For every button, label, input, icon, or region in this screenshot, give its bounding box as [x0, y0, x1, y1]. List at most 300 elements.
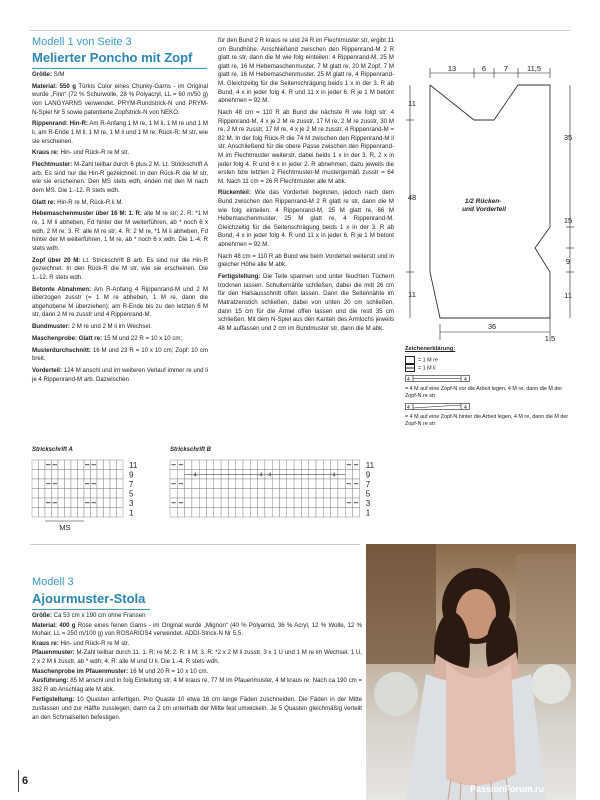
svg-text:4: 4 [464, 404, 467, 411]
paragraph [32, 257, 208, 283]
chart-b-cell [272, 498, 279, 508]
paragraph [32, 210, 208, 253]
chart-b-cell [199, 479, 206, 489]
chart-b-cell [287, 508, 294, 518]
chart-a-cell [104, 498, 111, 508]
paragraph [32, 696, 362, 723]
chart-b-cell [323, 489, 330, 499]
chart-b-cell [185, 489, 192, 499]
chart-b-cell [199, 508, 206, 518]
chart-b-cell [323, 479, 330, 489]
chart-a-cell [104, 489, 111, 499]
paragraph [32, 640, 362, 649]
chart-b-cell [170, 508, 177, 518]
chart-a-cell [104, 479, 111, 489]
paragraph [32, 622, 362, 640]
chart-b-cell [192, 489, 199, 499]
paragraph-heading: Maschenprobe im Pfauenmuster: [32, 667, 129, 675]
chart-b-cell [236, 489, 243, 499]
instructions-column-1 [32, 71, 208, 387]
chart-a-cell [104, 460, 111, 470]
chart-b-cell [170, 470, 177, 480]
chart-b-cell [272, 508, 279, 518]
model3-kicker: Modell 3 [32, 576, 74, 588]
paragraph-text: 16 M und 23 R = 10 x 10 cm; Zopf: 10 cm breit. [32, 346, 208, 363]
dim-bottom-2: 1,5 [544, 334, 556, 343]
chart-b-cell [199, 498, 206, 508]
chart-b-cell [228, 508, 235, 518]
chart-a-cell [104, 508, 111, 518]
chart-b-cell [301, 508, 308, 518]
paragraph [32, 149, 208, 158]
chart-b-cell [309, 479, 316, 489]
chart-a-cell [110, 498, 117, 508]
chart-a-cell [91, 470, 98, 480]
dim-left-3: 11 [408, 290, 416, 299]
paragraph-heading: Flechtmuster: [32, 161, 73, 169]
paragraph-heading: Zopf über 20 M: [32, 256, 81, 264]
paragraph-text: Ca 53 cm x 190 cm ohne Fransen [51, 612, 146, 619]
chart-a-cell [78, 508, 85, 518]
chart-a-cell [39, 489, 46, 499]
chart-b-cell [214, 498, 221, 508]
chart-b-cell [287, 498, 294, 508]
paragraph [32, 71, 208, 80]
paragraph-text: M-Zahl teilbar durch 6 plus 2 M. Lt. Strickschrift A arb. Es sind nur die Hin-R gezeichnet. In den Rück-R die M str, wie sie erscheinen. Den MS stets wdh, enden mit den M nach dem MS. Die 1.-12. R stets wdh. [32, 161, 208, 194]
paragraph-text: Nach 48 cm = 110 R ab Bund wie beim Vorderteil weiterstr und in gleicher Höhe alle M abk. [218, 252, 394, 269]
paragraph-text: Hin- und Rück-R re M str. [58, 639, 130, 647]
chart-b-cell [316, 479, 323, 489]
paragraph-heading: Pfauenmuster: [32, 649, 75, 657]
paragraph-heading: Fertigstellung: [218, 273, 261, 281]
paragraph-text: Hin- und Rück-R re M str. [58, 149, 130, 157]
paragraph-heading: Größe: [32, 612, 52, 619]
chart-a-cell [39, 460, 46, 470]
chart-b-cell [185, 508, 192, 518]
chart-b-cell [280, 479, 287, 489]
chart-a-cell [84, 489, 91, 499]
chart-a-cell [52, 489, 59, 499]
chart-a-cell [110, 460, 117, 470]
chart-b-cell [192, 508, 199, 518]
chart-b-cell [338, 489, 345, 499]
chart-a-cell [65, 498, 72, 508]
chart-a-cell [58, 460, 65, 470]
chart-a-cell [78, 470, 85, 480]
chart-b-cell [243, 498, 250, 508]
chart-a-cell [71, 498, 78, 508]
chart-b-cell [236, 460, 243, 470]
chart-a-cell [45, 489, 52, 499]
chart-b-cell [316, 498, 323, 508]
chart-a-cell [78, 460, 85, 470]
paragraph-heading: Maschenprobe: Glatt re: [32, 334, 103, 342]
paragraph-text: Wie das Vorderteil beginnen, jedoch nach dem Bund zwischen den Rippenrand-M 2 R glatt re str, dann die M wie folg einteilen: 4 Rippenrand-M, 25 M glatt re, 66 M Hebemaschenmuster, 25 M glatt re, 4 Rippenrand-M. Gleichzeitig für die Seitenschrägung beids 1 x in der 3. R ab Bund, 4 x in jeder folg 4. R und 11 x in jeder 6. R je 1 M betont abnehmen = 92 M. [218, 189, 394, 249]
legend [405, 346, 570, 428]
chart-a-cell [97, 498, 104, 508]
chart-a-cell [65, 489, 72, 499]
paragraph-text: 2 M re und 2 M li im Wechsel. [69, 323, 152, 331]
chart-b-cell [243, 508, 250, 518]
instructions-column-2 [218, 37, 394, 337]
legend-cable-front: = 4 M auf eine Zopf-N vor die Arbeit legen, 4 M re, dann die M der Zopf-N re str [405, 385, 563, 399]
paragraph [32, 347, 208, 364]
paragraph [32, 612, 362, 621]
chart-a-cell [84, 508, 91, 518]
chart-b-cell [345, 470, 352, 480]
chart-b-cell [294, 508, 301, 518]
chart-b-cell [294, 489, 301, 499]
chart-a-title: Strickschrift A [32, 447, 73, 453]
paragraph [32, 161, 208, 195]
chart-b-cell [207, 479, 214, 489]
chart-b-cell [338, 479, 345, 489]
paragraph [32, 335, 208, 344]
chart-b-cell [301, 498, 308, 508]
row-number: 3 [365, 499, 371, 508]
chart-b-cell [250, 479, 257, 489]
chart-b-cell [301, 489, 308, 499]
chart-a-cell [91, 489, 98, 499]
paragraph-text: Nach 48 cm = 110 R ab Bund die nächste R wie folgt str: 4 Rippenrand-M, 4 x je 2 M re zusstr, 17 M re, 2 M re zusstr, 30 M re, 2 M re zusstr, 17 M re, 4 x je 2 M re zusstr, 4 Rippenrand-M = 82 M. In der folg Rück-R die 74 M zwischen den Rippenrand-M li str. Anschließend für die obere Passe zwischen den Rippenrand-M im Flechtmuster weiterstr, dabei beids 1 x in der 3. R, 2 x in jeder folg 4. R und 6 x in jeder 2. R abnehmen, dazu jeweils die ersten bzw letzten 2 Flechtmuster-M mustergemäß zusstr = 64 M. Nach 11 cm = 26 R Flechtmuster alle M abk. [218, 108, 394, 185]
chart-b-cell [280, 460, 287, 470]
chart-b-cell [294, 498, 301, 508]
dim-right-1: 35 [563, 133, 573, 142]
row-number: 1 [129, 508, 134, 518]
chart-a-cell [58, 498, 65, 508]
dim-right-4: 11 [564, 291, 572, 300]
chart-b-cell [309, 489, 316, 499]
chart-b-cell [236, 508, 243, 518]
paragraph [32, 668, 362, 677]
chart-b-cell [331, 508, 338, 518]
chart-b-cell [316, 489, 323, 499]
row-number: 11 [365, 461, 375, 470]
paragraph-heading: Kraus re: [32, 639, 59, 647]
paragraph [218, 37, 394, 106]
chart-b-cell [207, 460, 214, 470]
dim-left-1: 11 [408, 99, 416, 108]
section-divider [30, 544, 360, 545]
chart-a-cell [39, 479, 46, 489]
chart-a-cell [58, 508, 65, 518]
chart-a-cell [110, 479, 117, 489]
dim-top-4: 11,5 [526, 64, 542, 73]
dim-bottom-1: 36 [487, 322, 497, 331]
paragraph-text: S/M [51, 71, 65, 78]
chart-b-cell [214, 489, 221, 499]
row-number: 11 [129, 461, 138, 470]
chart-b-cell [272, 489, 279, 499]
paragraph-text: Türkis Color eines Chunky-Garns - im Original wurde „Finn“ (72 % Schurwolle, 28 % Polyacryl, LL = 60 m/50 g) von LANGYARNS verwendet. PRYM-Rundstrick-N und PRYM-N-Spiel Nr 5 sowie patentierte Zopfstrick-N von NEKO. [32, 82, 208, 116]
chart-b-cell [236, 498, 243, 508]
paragraph-text: Hin-R re M, Rück-R li M. [55, 198, 124, 206]
row-number: 3 [129, 499, 134, 508]
chart-a-cell [45, 508, 52, 518]
chart-b-cell [316, 460, 323, 470]
row-number: 5 [129, 489, 134, 499]
paragraph-text: Rose eines feinen Garns - im Original wurde „Mignon“ (40 % Polyamid, 36 % Acryl, 12 % Wolle, 12 % Mohair, LL = 250 m/100 g) von ROSARIOS4 verwendet. ADDI-Strick-N Nr 5,5. [32, 621, 362, 638]
chart-b-cell [221, 489, 228, 499]
chart-b-title: Strickschrift B [170, 447, 212, 453]
schematic-diagram [400, 40, 580, 350]
chart-b-cell [207, 508, 214, 518]
chart-b-cell [309, 460, 316, 470]
paragraph-heading: Größe: [32, 71, 52, 78]
chart-a-cell [117, 489, 124, 499]
chart-b-cell [177, 489, 184, 499]
chart-a-cell [71, 460, 78, 470]
chart-b-cell [323, 460, 330, 470]
chart-b-cell [287, 460, 294, 470]
chart-b-cell [250, 489, 257, 499]
chart-b-cell [214, 479, 221, 489]
chart-b-cell [221, 508, 228, 518]
chart-b-cell [258, 479, 265, 489]
chart-a-grid [30, 458, 180, 538]
paragraph-text: 124 M anschl und im weiteren Verlauf immer re und li je 4 Rippenrand-M arb. Dazwischen [32, 367, 208, 383]
chart-b-cell [250, 498, 257, 508]
chart-b-cell [294, 460, 301, 470]
paragraph-heading: Kraus re: [32, 149, 59, 157]
chart-b-cell [338, 498, 345, 508]
paragraph-heading: Rückenteil: [218, 189, 251, 197]
chart-a-cell [65, 479, 72, 489]
paragraph [32, 120, 208, 146]
chart-a-cell [52, 508, 59, 518]
ms-label: MS [59, 523, 71, 532]
chart-a-cell [110, 489, 117, 499]
cable-count: 4 [259, 472, 263, 479]
paragraph-heading: Glatt re: [32, 198, 56, 206]
chart-b-cell [287, 479, 294, 489]
paragraph-text: für den Bund 2 R kraus re und 24 R im Flechtmuster str, ergibt 11 cm Bundhöhe. Anschließend zwischen den Rippenrand-M 2 R glatt re str, dann die M wie folg einteilen: 4 Rippenrand-M, 25 M glatt re, 16 M Hebemaschenmuster, 7 M glatt re, 20 M Zopf, 7 M glatt re, 16 M Hebemaschenmuster, 25 M glatt re, 4 Rippenrand-M. Gleichzeitig für die Seitenschrägung beids 1 x in der 3. R ab Bund, 4 x in jeder folg 4. R und 11 x in jeder 6. R je 1 M betont abnehmen = 92 M. [218, 37, 395, 105]
paragraph-text: 10 Quasten anfertigen. Pro Quaste 10 etwa 16 cm lange Fäden zuschneiden. Die Fäden in der Mitte zusfassen und zur Hälfte zusslegen, dann ca 2 cm unterhalb der Mitte fest umwickeln. Je 5 Quasten gleichmäßig verteilt an den Schmalseiten befestigen. [32, 695, 362, 721]
chart-a-cell [97, 508, 104, 518]
chart-b-cell [214, 508, 221, 518]
chart-a-cell [45, 470, 52, 480]
legend-item-knit: = 1 M re [405, 356, 570, 364]
chart-a-cell [65, 470, 72, 480]
chart-a-cell [39, 470, 46, 480]
chart-b-cell [338, 508, 345, 518]
legend-cable-back: = 4 M auf eine Zopf-N hinter die Arbeit legen, 4 M re, dann die M der Zopf-N re str [405, 413, 569, 427]
chart-b-cell [258, 508, 265, 518]
chart-b-cell [301, 460, 308, 470]
chart-a-cell [71, 470, 78, 480]
chart-a-cell [117, 479, 124, 489]
cable-count: 4 [332, 472, 336, 479]
chart-b-cell [316, 508, 323, 518]
dim-left-2: 48 [407, 193, 417, 202]
dim-top-3: 7 [503, 64, 509, 73]
chart-b-cell [345, 508, 352, 518]
paragraph-heading: Material: 400 g [32, 621, 76, 629]
paragraph-heading: Musterdurchschnitt: [32, 346, 91, 354]
chart-b-cell [192, 479, 199, 489]
chart-b-cell [287, 489, 294, 499]
paragraph [32, 83, 208, 117]
chart-b-grid [168, 458, 393, 528]
top-rule [30, 30, 570, 31]
dim-right-3: 9 [565, 257, 571, 266]
row-number: 9 [129, 470, 134, 480]
chart-b-cell [185, 460, 192, 470]
chart-b-cell [280, 489, 287, 499]
paragraph [32, 677, 362, 695]
paragraph-text: Die Teile spannen und unter feuchten Tüchern trocknen lassen. Schulternähte schließen, dabei die mitt 26 cm für den Halsausschnitt offen lassen. Dann die Seitennähte im Matratzenstich schließen, dabei von unten 20 cm schließen, dann 15 cm für die Ärmel offen lassen und die restl 35 cm schließen. Mit dem N-Spiel aus den Kanten des Armlochs jeweils 48 M auffassen und 2 cm im Bundmuster str, dann die M abk. [218, 273, 394, 332]
paragraph-text: 85 M anschl und in folg Einteilung str: 4 M kraus re, 77 M im Pfauenmuster, 4 M kraus re. Nach ca 190 cm = 382 R ab Anschlag alle M abk. [32, 677, 362, 694]
chart-a-cell [39, 508, 46, 518]
chart-b-cell [353, 470, 360, 480]
paragraph [32, 323, 208, 332]
chart-b-cell [228, 489, 235, 499]
chart-b-cell [185, 479, 192, 489]
chart-a-cell [58, 470, 65, 480]
chart-a-cell [32, 470, 39, 480]
chart-b-cell [228, 460, 235, 470]
model3-title: Ajourmuster-Stola [32, 591, 146, 606]
paragraph [218, 273, 394, 333]
chart-b-cell [243, 479, 250, 489]
svg-text:4: 4 [464, 376, 467, 383]
paragraph [218, 109, 394, 186]
chart-a-cell [110, 470, 117, 480]
row-number: 7 [129, 480, 134, 489]
model-photo [366, 544, 576, 800]
row-number: 9 [365, 470, 371, 480]
title-underline [32, 68, 207, 69]
chart-b-cell [338, 460, 345, 470]
chart-a-cell [32, 479, 39, 489]
chart-a-cell [97, 489, 104, 499]
paragraph [32, 286, 208, 320]
paragraph-text: alle M re str; 2. R: *1 M re, 1 M li abheben, Fd hinter der M weiterführen, ab * noch 6 x wdh, 2 M re; 3. R: alle M re str; 4. R: 2 M re, *1 M li abheben, Fd hinter der M weiterführen, 1 M re, ab * noch 6 x wdh. Die 1.-4. R stets wdh. [32, 210, 208, 252]
chart-b-cell [185, 498, 192, 508]
paragraph [32, 199, 208, 208]
chart-b-cell [250, 460, 257, 470]
page-title: Melierter Poncho mit Zopf [32, 50, 193, 65]
paragraph-text: 15 M und 22 R = 10 x 10 cm; [102, 334, 183, 342]
model-kicker: Modell 1 von Seite 3 [32, 36, 132, 48]
model3-instructions [32, 612, 362, 723]
chart-a-cell [117, 508, 124, 518]
paragraph-heading: Fertigstellung: [32, 695, 75, 703]
chart-a-cell [65, 508, 72, 518]
chart-b-cell [309, 498, 316, 508]
chart-b-cell [250, 508, 257, 518]
chart-b-cell [228, 479, 235, 489]
chart-b-cell [265, 460, 272, 470]
chart-b-cell [199, 460, 206, 470]
paragraph-text: Am R-Anfang 1 M re, 1 M li, 1 M re und 1 M li, am R-Ende 1 M li, 1 M re, 1 M li und 1 M re; Rück-R: M str, wie sie erscheinen. [32, 120, 208, 145]
paragraph-heading: Hebemaschenmuster über 16 M: 1. R: [32, 210, 142, 218]
paragraph [32, 367, 208, 384]
chart-b-cell [228, 498, 235, 508]
chart-b-cell [323, 508, 330, 518]
paragraph-text: Am R-Anfang 4 Rippenrand-M und 2 M überzogen zusstr (= 1 M re abheben, 1 M re, dann die abgehobene M überziehen); am R-Ende bis zu den letzten 6 M str, dann 2 M re zusstr und 4 Rippenrand-M. [32, 285, 208, 319]
chart-a-cell [52, 470, 59, 480]
chart-b-cell [309, 508, 316, 518]
chart-b-cell [221, 498, 228, 508]
chart-b-cell [331, 479, 338, 489]
chart-b-cell [207, 489, 214, 499]
chart-a-cell [32, 498, 39, 508]
legend-title: Zeichenerklärung: [405, 346, 456, 352]
row-number: 7 [365, 480, 371, 489]
dim-top-2: 6 [481, 64, 487, 73]
dim-right-2: 15 [563, 216, 573, 225]
chart-b-cell [323, 498, 330, 508]
purl-swatch [405, 364, 415, 372]
paragraph-text: M-Zahl teilbar durch 11. 1. R: re M; 2. R: li M; 3. R: *2 x 2 M li zusstr, 3 x 1 U und 1 M re im Wechsel, 1 U, 2 x 2 M li zusstr, ab * wdh; 4. R: alle M und U li. Die 1.-4. R stets wdh. [32, 649, 362, 666]
chart-b-cell [331, 498, 338, 508]
svg-text:4: 4 [407, 376, 410, 383]
paragraph-heading: Rippenrand: Hin-R: [32, 120, 88, 128]
page-number: 6 [22, 775, 29, 787]
chart-a-cell [117, 460, 124, 470]
row-number: 5 [365, 489, 371, 499]
chart-a-cell [110, 508, 117, 518]
piece-label: 1/2 Rücken- und Vorderteil [462, 198, 506, 213]
chart-b-cell [170, 489, 177, 499]
chart-b-cell [258, 460, 265, 470]
chart-a-cell [117, 498, 124, 508]
chart-a-cell [97, 470, 104, 480]
paragraph-heading: Ausführung: [32, 677, 69, 685]
cable-front-symbol [405, 375, 500, 383]
chart-b-cell [236, 479, 243, 489]
chart-b-cell [353, 489, 360, 499]
chart-b-cell [301, 479, 308, 489]
chart-b-cell [294, 479, 301, 489]
chart-b-cell [331, 489, 338, 499]
chart-b-cell [272, 479, 279, 489]
dim-top-1: 13 [447, 64, 457, 73]
paragraph-heading: Material: 550 g [32, 82, 76, 90]
chart-b-cell [258, 489, 265, 499]
legend-item-purl: = 1 M li [405, 364, 570, 372]
chart-b-cell [243, 460, 250, 470]
chart-a-cell [97, 479, 104, 489]
paragraph [32, 649, 362, 667]
chart-b-cell [280, 508, 287, 518]
chart-b-cell [265, 489, 272, 499]
chart-a-cell [65, 460, 72, 470]
chart-b-cell [272, 460, 279, 470]
chart-b-cell [207, 498, 214, 508]
paragraph-heading: Vorderteil: [32, 367, 63, 375]
cable-count: 4 [193, 472, 197, 479]
chart-a-cell [58, 489, 65, 499]
chart-a-cell [32, 489, 39, 499]
chart-b-cell [265, 498, 272, 508]
paragraph-text: 16 M und 20 R = 10 x 10 cm. [128, 667, 209, 675]
chart-b-cell [258, 498, 265, 508]
chart-b-cell [221, 479, 228, 489]
chart-a-cell [97, 460, 104, 470]
knit-swatch [405, 356, 415, 364]
chart-b-cell [221, 460, 228, 470]
row-number: 1 [365, 508, 371, 518]
cable-back-symbol [405, 403, 500, 411]
chart-b-cell [177, 508, 184, 518]
chart-a-cell [117, 470, 124, 480]
chart-b-cell [192, 460, 199, 470]
watermark: PassionForum.ru [470, 784, 545, 794]
chart-a-cell [32, 460, 39, 470]
chart-b-cell [345, 489, 352, 499]
